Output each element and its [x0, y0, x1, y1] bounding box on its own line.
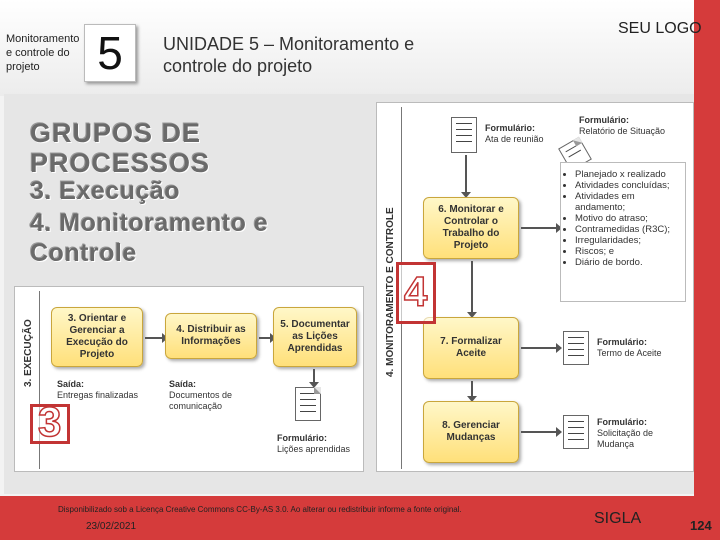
- arrow-down-icon: [471, 261, 473, 313]
- output-2-text: Documentos de comunicação: [169, 390, 233, 411]
- arrow-right-icon: [521, 227, 557, 229]
- list-item: • Diário de bordo.: [575, 257, 681, 268]
- form-lessons-text: Lições aprendidas: [277, 444, 351, 454]
- form-change-text: Solicitação de Mudança: [597, 428, 654, 449]
- output-2-title: Saída:: [169, 379, 197, 389]
- arrow-right-icon: [521, 431, 557, 433]
- list-item: • Planejado x realizado: [575, 169, 681, 180]
- form-change-title: Formulário:: [597, 417, 648, 427]
- page-number: 124: [690, 518, 712, 533]
- form-meeting-text: Ata de reunião: [485, 134, 544, 144]
- arrow-right-icon: [145, 337, 163, 339]
- output-1-title: Saída:: [57, 379, 85, 389]
- license-note: Disponibilizado sob a Licença Creative Commons CC-By-AS 3.0. Ao alterar ou redistribuir informe a fonte original.: [58, 505, 462, 514]
- right-accent-band: [694, 0, 720, 540]
- form-status-text: Relatório de Situação: [579, 126, 666, 136]
- arrow-down-icon: [465, 155, 467, 193]
- process-box-7: 7. Formalizar Aceite: [423, 317, 519, 379]
- unit-title: UNIDADE 5 – Monitoramento e controle do projeto: [163, 34, 415, 76]
- status-report-list: [560, 162, 686, 302]
- document-icon: [451, 117, 477, 153]
- form-meeting: [485, 123, 565, 145]
- execution-diagram: [14, 286, 364, 472]
- logo: SEU LOGO: [618, 20, 702, 37]
- process-box-8: 8. Gerenciar Mudanças: [423, 401, 519, 463]
- group-item-monitoramento: 4. Monitoramento e Controle: [30, 209, 269, 267]
- document-icon: [295, 387, 321, 421]
- slide-date: 23/02/2021: [86, 521, 137, 532]
- form-meeting-title: Formulário:: [485, 123, 536, 133]
- execution-side-label: 3. EXECUÇÃO: [23, 319, 34, 387]
- list-item: • Riscos; e: [575, 246, 681, 257]
- arrow-down-icon: [471, 381, 473, 397]
- output-1-text: Entregas finalizadas: [57, 390, 139, 400]
- arrow-down-icon: [313, 369, 315, 383]
- form-change: [597, 417, 691, 450]
- output-2: [169, 379, 269, 412]
- form-acceptance-title: Formulário:: [597, 337, 648, 347]
- form-lessons-title: Formulário:: [277, 433, 328, 443]
- process-box-3: 3. Orientar e Gerenciar a Execução do Projeto: [51, 307, 143, 367]
- form-status: [579, 115, 689, 137]
- monitoring-side-label: 4. MONITORAMENTO E CONTROLE: [385, 207, 396, 377]
- document-icon: [563, 415, 589, 449]
- breadcrumb: Monitoramento e controle do projeto: [6, 33, 80, 73]
- process-box-4: 4. Distribuir as Informações: [165, 313, 257, 359]
- form-acceptance: [597, 337, 691, 359]
- arrow-right-icon: [521, 347, 557, 349]
- output-1: [57, 379, 157, 401]
- list-item: • Contramedidas (R3C);: [575, 224, 681, 235]
- form-status-title: Formulário:: [579, 115, 630, 125]
- group-item-execucao: 3. Execução: [30, 177, 181, 205]
- list-item: • Atividades em andamento;: [575, 191, 681, 213]
- list-item: • Irregularidades;: [575, 235, 681, 246]
- document-icon: [563, 331, 589, 365]
- arrow-right-icon: [259, 337, 271, 339]
- process-box-5: 5. Documentar as Lições Aprendidas: [273, 307, 357, 367]
- footer-sigla: SIGLA: [594, 510, 642, 527]
- unit-number-badge: 5: [84, 24, 136, 82]
- list-item: • Atividades concluídas;: [575, 180, 681, 191]
- group-number-3: 3: [38, 398, 62, 445]
- form-lessons: [277, 433, 361, 455]
- list-item: • Motivo do atraso;: [575, 213, 681, 224]
- group-number-4: 4: [404, 268, 428, 315]
- page-title: GRUPOS DE PROCESSOS: [30, 118, 211, 178]
- form-acceptance-text: Termo de Aceite: [597, 348, 662, 358]
- process-box-6: 6. Monitorar e Controlar o Trabalho do Projeto: [423, 197, 519, 259]
